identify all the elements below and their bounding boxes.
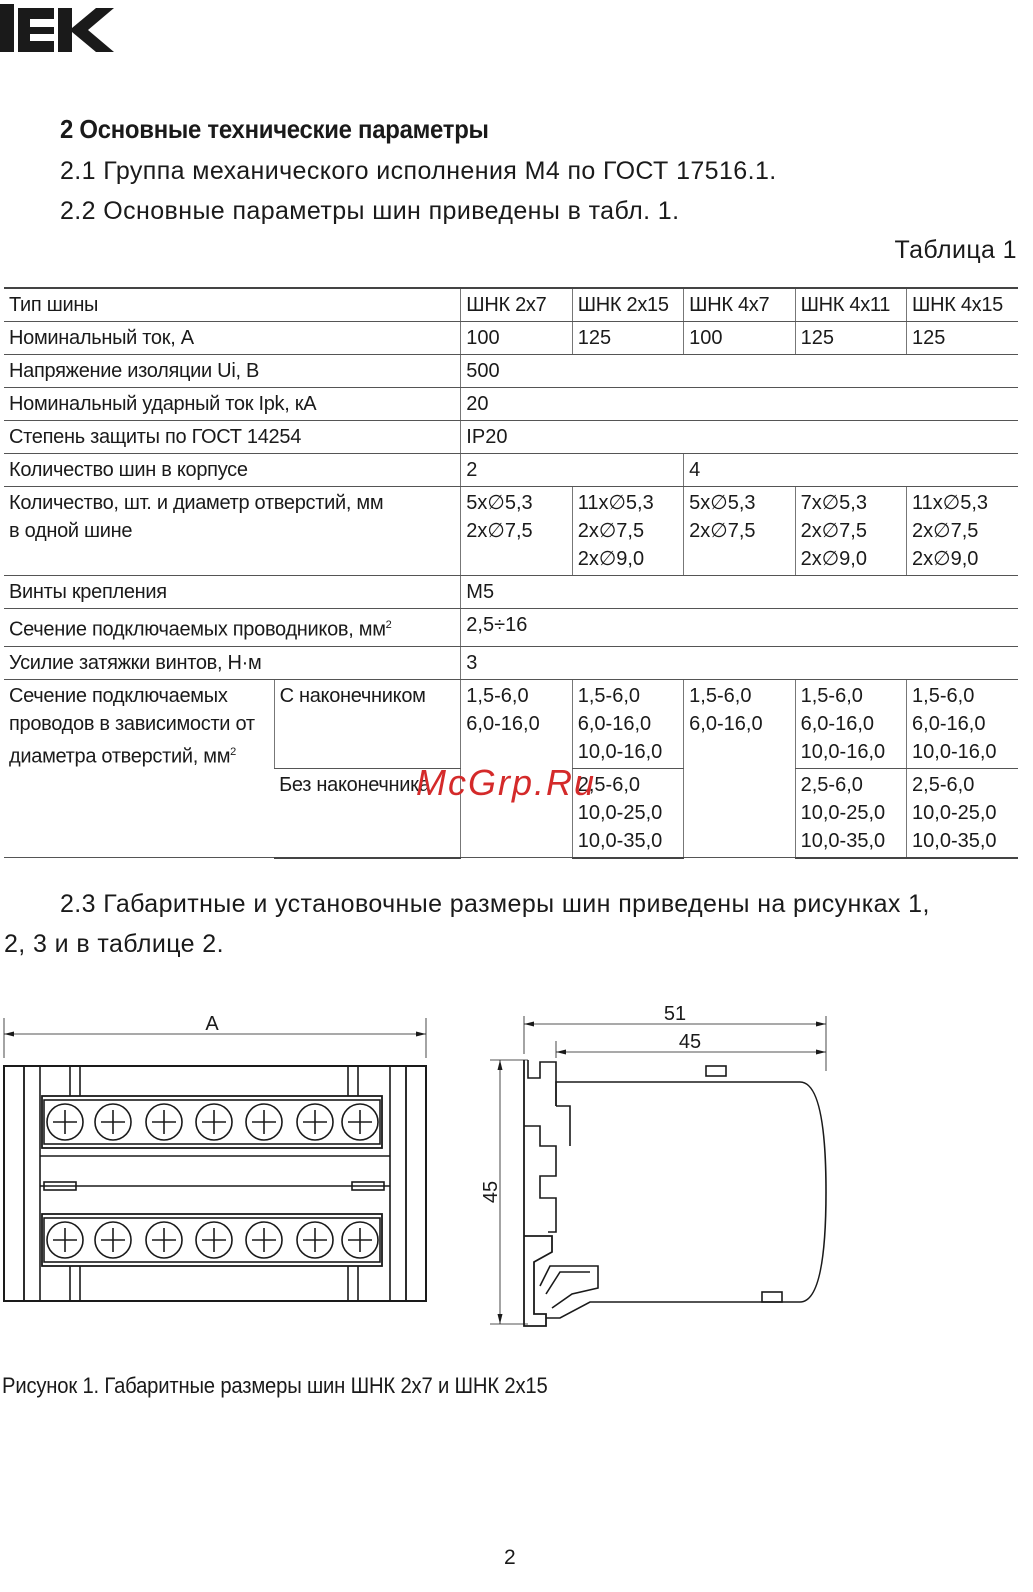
cell-line: 5x∅5,3: [466, 492, 533, 514]
table-cell: [572, 679, 683, 768]
table-cell: М5: [461, 576, 1018, 609]
table-cell: IP20: [461, 421, 1018, 454]
table-row: [4, 288, 1018, 322]
cell-line: 2x∅9,0: [800, 548, 867, 570]
cell-line: 1,5-6,0: [466, 684, 529, 707]
paragraph-2-2: 2.2 Основные параметры шин приведены в табл. 1.: [60, 197, 680, 225]
cell-line: 6,0-16,0: [689, 712, 763, 735]
cell-line: 2,5-6,0: [577, 773, 640, 796]
cell-line: 1,5-6,0: [689, 684, 752, 707]
table-cell: 4: [684, 454, 1018, 487]
screw-row-top: [47, 1104, 378, 1140]
table-cell-label: Усилие затяжки винтов, Н·м: [4, 646, 461, 679]
table-header-cell: ШНК 2x7: [461, 288, 572, 322]
cell-line: 10,0-16,0: [912, 740, 997, 763]
cell-line: 10,0-35,0: [912, 829, 997, 852]
table-cell: [461, 679, 572, 858]
cell-line: 6,0-16,0: [800, 712, 874, 735]
dimension-a-label: A: [205, 1013, 219, 1035]
cell-line: 10,0-25,0: [912, 801, 997, 824]
table-cell: [461, 487, 572, 576]
table-row: [4, 388, 1018, 421]
table-row: [4, 421, 1018, 454]
table-cell: 3: [461, 646, 1018, 679]
label-line: проводов в зависимости от: [9, 712, 255, 735]
table-cell-label: Количество шин в корпусе: [4, 454, 461, 487]
table-header-cell: ШНК 4x7: [684, 288, 795, 322]
table-row: [4, 679, 1018, 768]
label-line: Сечение подключаемых: [9, 684, 228, 707]
table-cell: [795, 679, 906, 768]
table-cell: 125: [572, 322, 683, 355]
dimension-51-label: 51: [663, 1003, 687, 1025]
table-cell-label: Степень защиты по ГОСТ 14254: [4, 421, 461, 454]
cell-line: 10,0-25,0: [577, 801, 663, 824]
cell-line: 2,5-6,0: [800, 773, 863, 796]
label-text: Сечение подключаемых проводников, мм: [9, 618, 386, 641]
table-row: [4, 454, 1018, 487]
cell-line: 2x∅9,0: [912, 548, 979, 570]
cell-line: 1,5-6,0: [577, 684, 640, 707]
page-number: 2: [504, 1546, 516, 1569]
table-cell: [907, 679, 1018, 768]
iek-logo: [0, 4, 118, 54]
table-header-cell: ШНК 4x15: [907, 288, 1018, 322]
table-row: [4, 322, 1018, 355]
table-cell: [684, 679, 795, 858]
paragraph-2-1: 2.1 Группа механического исполнения М4 по ГОСТ 17516.1.: [60, 157, 777, 185]
superscript: 2: [385, 619, 392, 631]
table-cell: 125: [907, 322, 1018, 355]
cell-line: 5x∅5,3: [689, 492, 756, 514]
table-cell-label: Винты крепления: [4, 576, 461, 609]
table-cell-label: [4, 487, 461, 576]
table-row: [4, 609, 1018, 647]
cell-line: 11x∅5,3: [912, 492, 989, 514]
dimension-45-side-label: 45: [480, 1180, 502, 1204]
cell-line: 6,0-16,0: [466, 712, 540, 735]
table-cell-sublabel: Без наконечника: [274, 768, 461, 858]
superscript: 2: [230, 745, 236, 758]
section-heading: 2 Основные технические параметры: [60, 114, 489, 144]
table-cell-label: Номинальный ударный ток Ipk, кА: [4, 388, 461, 421]
table-cell: [572, 487, 683, 576]
table-cell: [907, 768, 1018, 858]
table-cell: [795, 768, 906, 858]
cell-line: 2x∅7,5: [689, 520, 756, 542]
cell-line: 2x∅7,5: [577, 520, 645, 542]
cell-line: 2x∅9,0: [577, 548, 645, 570]
table-cell-label: Напряжение изоляции Ui, В: [4, 355, 461, 388]
cell-line: 10,0-16,0: [800, 740, 886, 763]
figure-1-drawing: [0, 996, 1033, 1356]
table-row: [4, 646, 1018, 679]
table-caption: Таблица 1: [894, 236, 1017, 264]
table-cell-sublabel: С наконечником: [274, 679, 461, 768]
cell-line: 2x∅7,5: [466, 520, 533, 542]
figure-caption: Рисунок 1. Габаритные размеры шин ШНК 2х7 и ШНК 2х15: [2, 1373, 548, 1398]
table-cell: 2: [461, 454, 684, 487]
table-row: [4, 487, 1018, 576]
table-cell: 20: [461, 388, 1018, 421]
table-header-cell: ШНК 2x15: [572, 288, 683, 322]
cell-line: 7x∅5,3: [800, 492, 867, 514]
dimension-45-top-label: 45: [678, 1031, 702, 1053]
label-line: [9, 738, 269, 771]
table-cell-label: Номинальный ток, А: [4, 322, 461, 355]
cell-line: 1,5-6,0: [912, 684, 975, 707]
table-header-cell: Тип шины: [4, 288, 461, 322]
screw-row-bottom: [47, 1222, 378, 1258]
cell-line: 10,0-25,0: [800, 801, 886, 824]
cell-line: 1,5-6,0: [800, 684, 863, 707]
table-cell: [907, 487, 1018, 576]
table-cell: [795, 487, 906, 576]
table-row: [4, 355, 1018, 388]
cell-line: 11x∅5,3: [577, 492, 654, 514]
label-line: в одной шине: [9, 520, 133, 542]
watermark: McGrp.Ru: [416, 762, 597, 803]
cell-line: 2x∅7,5: [800, 520, 867, 542]
paragraph-2-3-line1: 2.3 Габаритные и установочные размеры шин приведены на рисунках 1,: [60, 890, 930, 918]
table-cell-label: [4, 679, 274, 858]
table-header-cell: ШНК 4x11: [795, 288, 906, 322]
label-text: диаметра отверстий, мм: [9, 745, 231, 768]
table-cell-label: [4, 609, 461, 647]
cell-line: 6,0-16,0: [912, 712, 986, 735]
table-cell: 125: [795, 322, 906, 355]
cell-line: 2,5-6,0: [912, 773, 975, 796]
cell-line: 2x∅7,5: [912, 520, 979, 542]
table-cell: 100: [684, 322, 795, 355]
cell-line: 6,0-16,0: [577, 712, 652, 735]
paragraph-2-3-line2: 2, 3 и в таблице 2.: [4, 930, 224, 958]
table-row: [4, 576, 1018, 609]
cell-line: 10,0-35,0: [800, 829, 886, 852]
table-cell: [572, 768, 683, 858]
table-cell: 500: [461, 355, 1018, 388]
cell-line: 10,0-35,0: [577, 829, 663, 852]
table-cell: [684, 487, 795, 576]
parameters-table: [4, 287, 1018, 859]
label-line: Количество, шт. и диаметр отверстий, мм: [9, 492, 384, 514]
table-cell: 2,5÷16: [461, 609, 1018, 647]
cell-line: 10,0-16,0: [577, 740, 663, 763]
table-cell: 100: [461, 322, 572, 355]
